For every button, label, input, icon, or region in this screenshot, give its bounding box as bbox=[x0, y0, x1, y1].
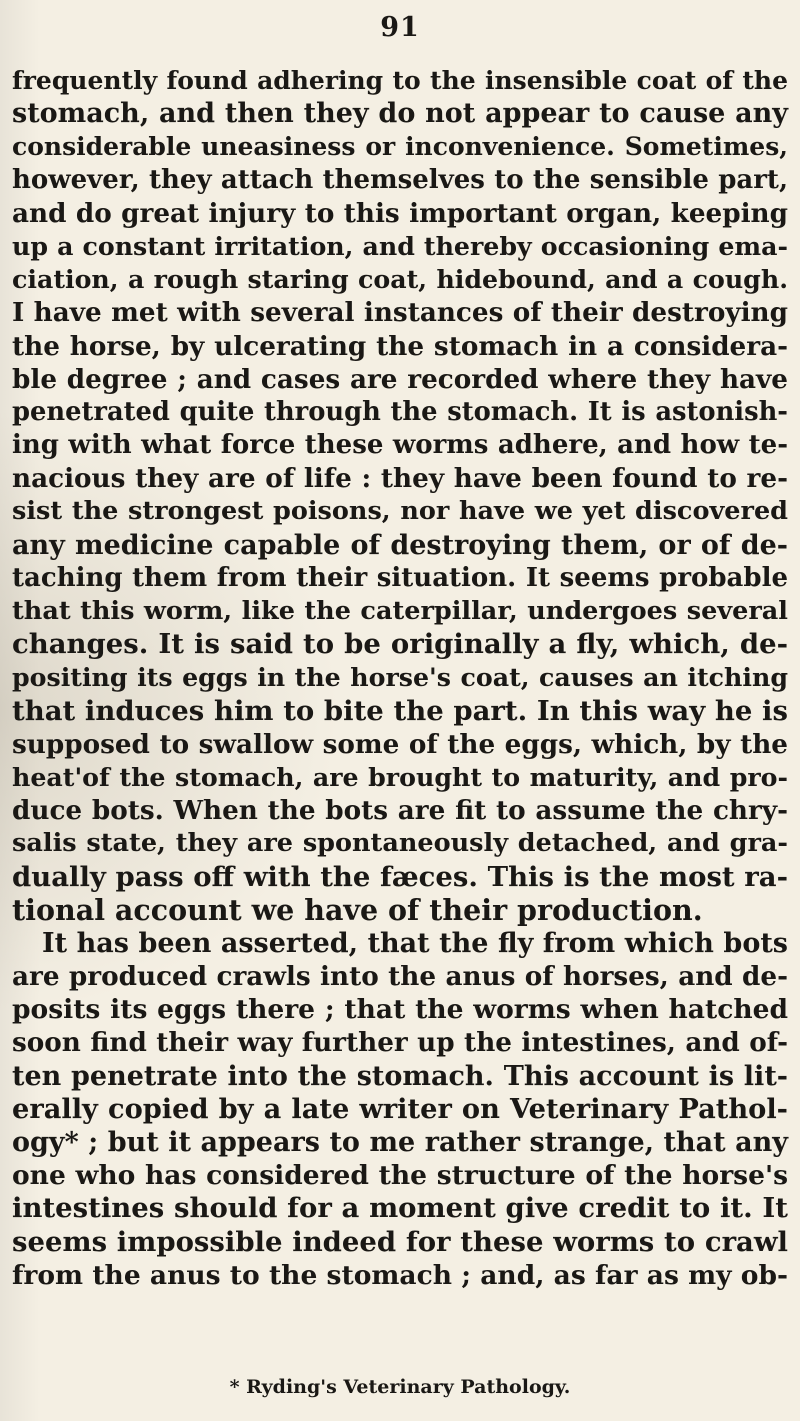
text-line: posits its eggs there ; that the worms when hatched bbox=[12, 994, 788, 1026]
text-line: supposed to swallow some of the eggs, which, by the bbox=[12, 728, 788, 760]
text-line: duce bots. When the bots are fit to assume the chry- bbox=[12, 795, 788, 827]
text-line: sist the strongest poisons, nor have we yet discovered bbox=[12, 496, 788, 527]
text-line: changes. It is said to be originally a fly, which, de- bbox=[12, 628, 788, 661]
text-line: tional account we have of their production. bbox=[12, 892, 703, 927]
text-line: that this worm, like the caterpillar, undergoes several bbox=[12, 596, 788, 626]
text-line: the horse, by ulcerating the stomach in a considera- bbox=[12, 330, 788, 362]
text-line: taching them from their situation. It seems probable bbox=[12, 562, 788, 593]
body-text bbox=[12, 64, 788, 1292]
text-line: I have met with several instances of their destroying bbox=[12, 297, 788, 329]
text-line: stomach, and then they do not appear to cause any bbox=[12, 98, 788, 130]
text-line: one who has considered the structure of the horse's bbox=[12, 1160, 788, 1192]
text-line: from the anus to the stomach ; and, as far as my ob- bbox=[12, 1259, 788, 1291]
text-line: It has been asserted, that the fly from which bots bbox=[42, 927, 788, 959]
text-line: penetrated quite through the stomach. It is astonish- bbox=[12, 396, 788, 427]
text-line: ten penetrate into the stomach. This account is lit- bbox=[12, 1060, 788, 1092]
text-line: salis state, they are spontaneously detached, and gra- bbox=[12, 828, 788, 859]
text-line: heat'of the stomach, are brought to maturity, and pro- bbox=[12, 761, 788, 792]
text-line: and do great injury to this important organ, keeping bbox=[12, 197, 788, 229]
text-line: soon find their way further up the intestines, and of- bbox=[12, 1027, 788, 1059]
text-line: considerable uneasiness or inconvenience. Sometimes, bbox=[12, 132, 788, 162]
text-line: positing its eggs in the horse's coat, causes an itching bbox=[12, 662, 788, 693]
text-line: erally copied by a late writer on Veterinary Pathol- bbox=[12, 1092, 788, 1125]
text-line: seems impossible indeed for these worms to crawl bbox=[12, 1225, 788, 1258]
footnote: * Ryding's Veterinary Pathology. bbox=[229, 1376, 571, 1398]
text-line: that induces him to bite the part. In this way he is bbox=[12, 694, 788, 727]
text-line: nacious they are of life : they have been found to re- bbox=[12, 463, 788, 495]
text-line: are produced crawls into the anus of horses, and de- bbox=[12, 961, 788, 993]
text-line: ble degree ; and cases are recorded where they have bbox=[12, 363, 788, 395]
page-number: 91 bbox=[380, 12, 420, 43]
text-line: ciation, a rough staring coat, hidebound, and a cough. bbox=[12, 264, 788, 295]
text-line: ing with what force these worms adhere, and how te- bbox=[12, 430, 788, 461]
text-line: intestines should for a moment give credit to it. It bbox=[12, 1192, 788, 1225]
text-line: up a constant irritation, and thereby occasioning ema- bbox=[12, 230, 788, 261]
text-line: frequently found adhering to the insensible coat of the bbox=[12, 66, 788, 95]
text-line: however, they attach themselves to the sensible part, bbox=[12, 164, 788, 195]
text-line: dually pass off with the fæces. This is the most ra- bbox=[12, 860, 788, 893]
text-line: any medicine capable of destroying them, or of de- bbox=[12, 529, 788, 561]
text-line: ogy* ; but it appears to me rather strange, that any bbox=[12, 1127, 788, 1158]
